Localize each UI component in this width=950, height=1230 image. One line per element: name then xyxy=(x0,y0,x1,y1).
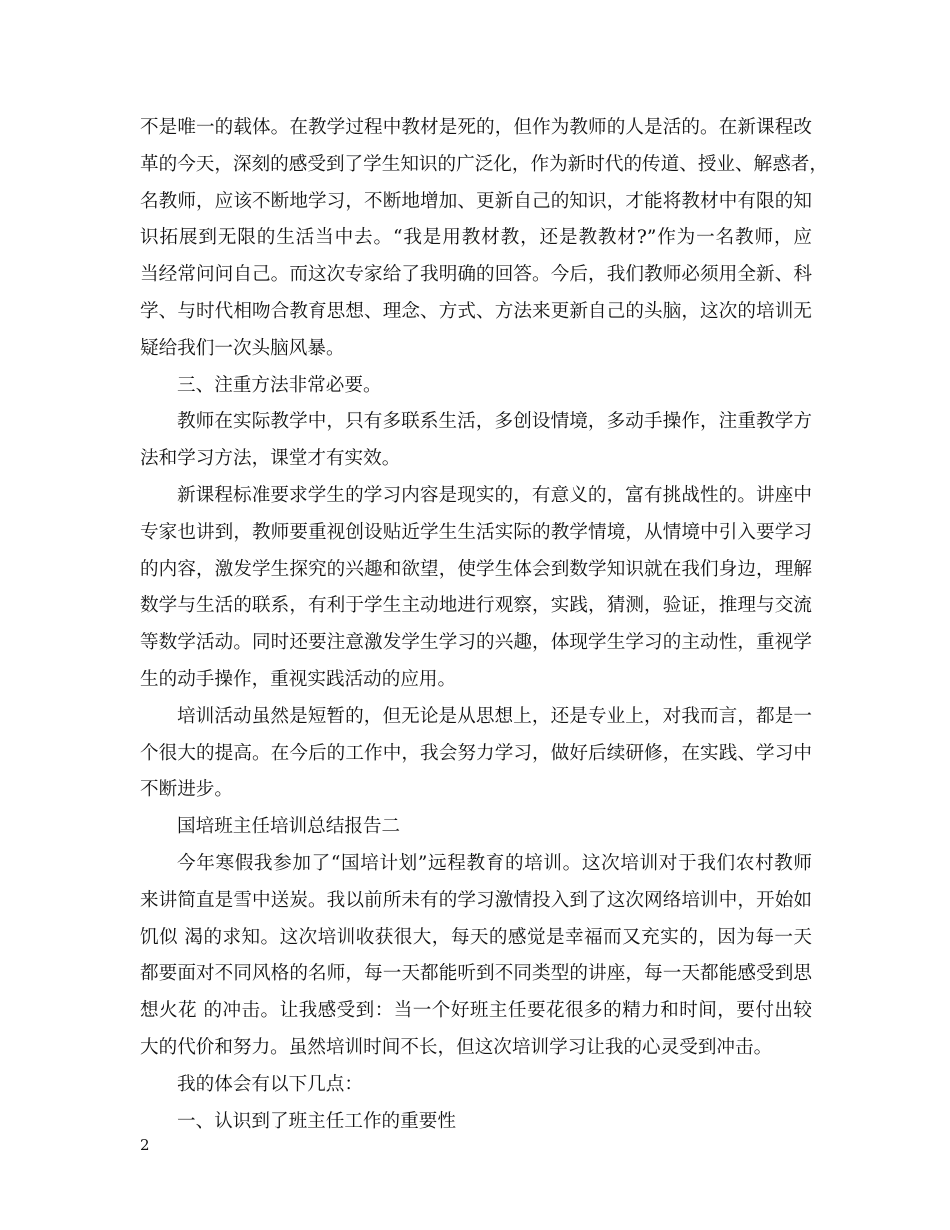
text-line: 数学与生活的联系，有利于学生主动地进行观察，实践，猜测，验证，推理与交流 xyxy=(140,595,812,617)
text-line: 识拓展到无限的生活当中去。“我是用教材教，还是教教材?”作为一名教师，应 xyxy=(140,227,812,249)
text-line: 饥似 渴的求知。这次培训收获很大，每天的感觉是幸福而又充实的，因为每一天 xyxy=(140,926,812,948)
text-line: 今年寒假我参加了“国培计划”远程教育的培训。这次培训对于我们农村教师 xyxy=(177,852,812,874)
text-line: 新课程标准要求学生的学习内容是现实的，有意义的，富有挑战性的。讲座中 xyxy=(177,484,812,506)
text-line: 都要面对不同风格的名师，每一天都能听到不同类型的讲座，每一天都能感受到思 xyxy=(140,963,812,985)
text-line: 三、注重方法非常必要。 xyxy=(177,374,382,396)
text-line: 当经常问问自己。而这次专家给了我明确的回答。今后，我们教师必须用全新、科 xyxy=(140,264,812,286)
page-number: 2 xyxy=(140,1136,150,1154)
text-line: 教师在实际教学中，只有多联系生活，多创设情境，多动手操作，注重教学方 xyxy=(177,411,812,433)
text-line: 想火花 的冲击。让我感受到：当一个好班主任要花很多的精力和时间，要付出较 xyxy=(140,1000,812,1022)
text-line: 不是唯一的载体。在教学过程中教材是死的，但作为教师的人是活的。在新课程改 xyxy=(140,117,812,138)
text-line: 专家也讲到，教师要重视创设贴近学生生活实际的教学情境，从情境中引入要学习 xyxy=(140,521,812,543)
text-line: 法和学习方法，课堂才有实效。 xyxy=(140,448,401,470)
body-text xyxy=(140,110,828,1140)
text-line: 大的代价和努力。虽然培训时间不长，但这次培训学习让我的心灵受到冲击。 xyxy=(140,1036,773,1058)
text-line: 等数学活动。同时还要注意激发学生学习的兴趣，体现学生学习的主动性，重视学 xyxy=(140,632,812,654)
text-line: 培训活动虽然是短暂的，但无论是从思想上，还是专业上，对我而言，都是一 xyxy=(177,705,812,727)
text-line: 不断进步。 xyxy=(140,779,233,801)
text-line: 个很大的提高。在今后的工作中，我会努力学习，做好后续研修，在实践、学习中 xyxy=(140,742,812,764)
text-line: 的内容，激发学生探究的兴趣和欲望，使学生体会到数学知识就在我们身边，理解 xyxy=(140,558,812,580)
text-line: 一、认识到了班主任工作的重要性 xyxy=(177,1110,456,1132)
text-line: 来讲简直是雪中送炭。我以前所未有的学习激情投入到了这次网络培训中，开始如 xyxy=(140,889,812,911)
text-line: 疑给我们一次头脑风暴。 xyxy=(140,337,345,359)
text-line: 名教师，应该不断地学习，不断地增加、更新自己的知识，才能将教材中有限的知 xyxy=(140,190,812,212)
text-line: 学、与时代相吻合教育思想、理念、方式、方法来更新自己的头脑，这次的培训无 xyxy=(140,300,812,322)
text-line: 生的动手操作，重视实践活动的应用。 xyxy=(140,668,457,690)
text-line: 我的体会有以下几点： xyxy=(177,1073,363,1095)
text-line: 国培班主任培训总结报告二 xyxy=(177,816,401,838)
text-line: 革的今天，深刻的感受到了学生知识的广泛化，作为新时代的传道、授业、解惑者， xyxy=(140,153,828,175)
